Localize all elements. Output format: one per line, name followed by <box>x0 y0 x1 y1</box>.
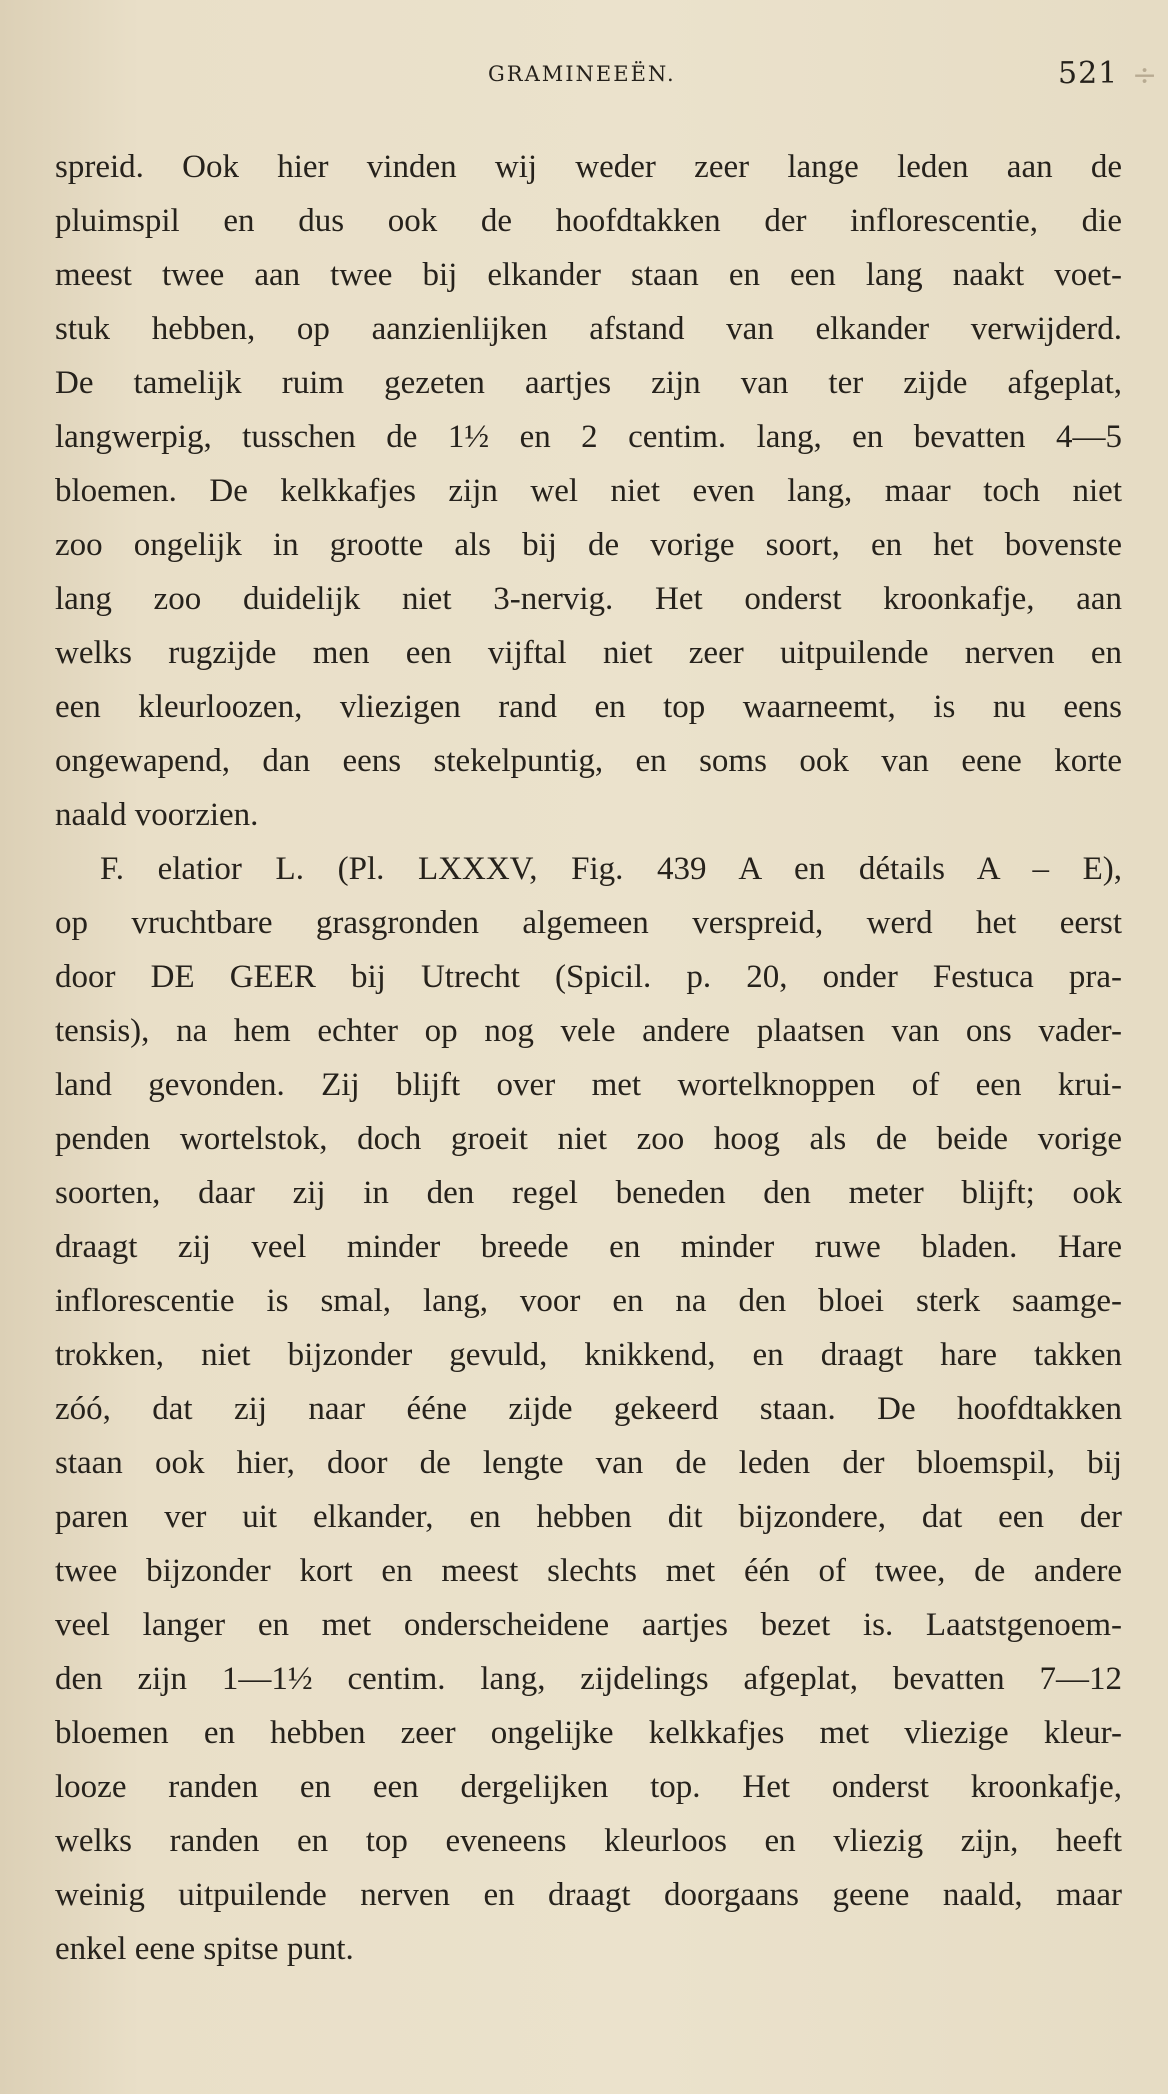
text-line: naald voorzien. <box>55 797 259 833</box>
text-line: bloemen en hebben zeer ongelijke kelkkafjes met vliezige kleur- <box>55 1715 1122 1751</box>
text-line: op vruchtbare grasgronden algemeen verspreid, werd het eerst <box>55 905 1122 941</box>
text-line: land gevonden. Zij blijft over met wortelknoppen of een krui- <box>55 1067 1122 1103</box>
text-line: staan ook hier, door de lengte van de leden der bloemspil, bij <box>55 1445 1122 1481</box>
text-line: pluimspil en dus ook de hoofdtakken der inflorescentie, die <box>55 203 1122 239</box>
text-line: paren ver uit elkander, en hebben dit bijzondere, dat een der <box>55 1499 1122 1535</box>
text-line: welks rugzijde men een vijftal niet zeer uitpuilende nerven en <box>55 635 1122 671</box>
text-line: lang zoo duidelijk niet 3-nervig. Het onderst kroonkafje, aan <box>55 581 1122 617</box>
text-line: inflorescentie is smal, lang, voor en na den bloei sterk saamge- <box>55 1283 1122 1319</box>
running-head: GRAMINEEËN. <box>488 62 676 86</box>
text-line: tensis), na hem echter op nog vele andere plaatsen van ons vader- <box>55 1013 1122 1049</box>
body-text <box>55 140 1122 1976</box>
text-line: zóó, dat zij naar ééne zijde gekeerd staan. De hoofdtakken <box>55 1391 1122 1427</box>
text-line: langwerpig, tusschen de 1½ en 2 centim. lang, en bevatten 4—5 <box>55 419 1122 455</box>
text-line: looze randen en een dergelijken top. Het onderst kroonkafje, <box>55 1769 1122 1805</box>
text-line: F. elatior L. (Pl. LXXXV, Fig. 439 A en détails A – E), <box>100 851 1122 887</box>
text-line: soorten, daar zij in den regel beneden den meter blijft; ook <box>55 1175 1122 1211</box>
text-line: bloemen. De kelkkafjes zijn wel niet even lang, maar toch niet <box>55 473 1122 509</box>
text-line: De tamelijk ruim gezeten aartjes zijn van ter zijde afgeplat, <box>55 365 1122 401</box>
text-line: twee bijzonder kort en meest slechts met één of twee, de andere <box>55 1553 1122 1589</box>
text-line: zoo ongelijk in grootte als bij de vorige soort, en het bovenste <box>55 527 1122 563</box>
text-line: meest twee aan twee bij elkander staan en een lang naakt voet- <box>55 257 1122 293</box>
text-line: stuk hebben, op aanzienlijken afstand van elkander verwijderd. <box>55 311 1122 347</box>
text-line: weinig uitpuilende nerven en draagt doorgaans geene naald, maar <box>55 1877 1122 1913</box>
text-line: veel langer en met onderscheidene aartjes bezet is. Laatstgenoem- <box>55 1607 1122 1643</box>
page-header <box>0 52 1168 102</box>
text-line: draagt zij veel minder breede en minder ruwe bladen. Hare <box>55 1229 1122 1265</box>
text-line: den zijn 1—1½ centim. lang, zijdelings afgeplat, bevatten 7—12 <box>55 1661 1122 1697</box>
text-line: spreid. Ook hier vinden wij weder zeer lange leden aan de <box>55 149 1122 185</box>
text-line: een kleurloozen, vliezigen rand en top waarneemt, is nu eens <box>55 689 1122 725</box>
text-line: enkel eene spitse punt. <box>55 1931 354 1967</box>
text-line: door DE GEER bij Utrecht (Spicil. p. 20, onder Festuca pra- <box>55 959 1122 995</box>
corner-mark: ÷ <box>1132 58 1158 93</box>
text-line: ongewapend, dan eens stekelpuntig, en soms ook van eene korte <box>55 743 1122 779</box>
text-line: penden wortelstok, doch groeit niet zoo hoog als de beide vorige <box>55 1121 1122 1157</box>
page-number: 521 <box>1058 56 1119 91</box>
text-line: trokken, niet bijzonder gevuld, knikkend, en draagt hare takken <box>55 1337 1122 1373</box>
text-line: welks randen en top eveneens kleurloos en vliezig zijn, heeft <box>55 1823 1122 1859</box>
